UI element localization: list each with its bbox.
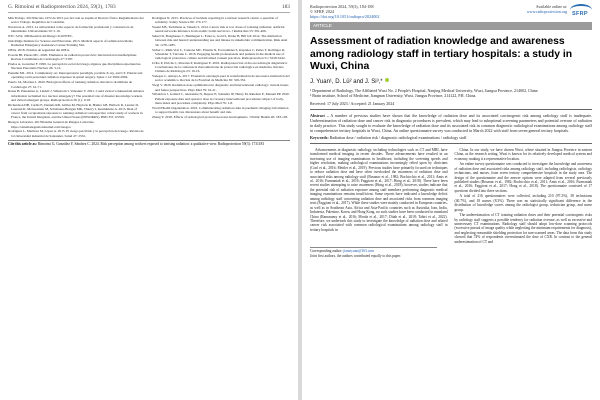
publisher-url[interactable]: www.radioprotection.org bbox=[526, 9, 567, 14]
references-column-2 bbox=[152, 16, 290, 138]
reference-item: Sicher C, Rüdi-Vrel C, Cantone MC, Elternk N, Economides S, Kaprales C, Perko T, Rollinger R, Schneider T, Turcanu C. 2016. Engaging health professionals and patients in the medical use of radiological protection. culture and informed consent practices. Radioprotection 51: S239-S242. bbox=[152, 47, 286, 61]
body-column-1 bbox=[310, 148, 448, 246]
citation-text: Rimoinsi G, González Y, Sánchez C. 2024. Risk perception among workers exposed to ionising radiation: a qualitative view. Radioprotection 59(3): 1731183 bbox=[37, 142, 265, 147]
body-paragraph: A total of 216 questionnaires were collected, including 210 (97.2%), 38 technicians (40.7%), and 18 nurses (8.3%). There was no statistically significant difference in the distribution of knowledge scores among the radiologist group, technician group, and nurse group. bbox=[454, 194, 592, 212]
body-paragraph: The underestimation of CT ionizing radiation doses and their potential carcinogenic risks by radiology staff suggests a possible tendency for radiation overuse, as well as excessive and unnecessary CT examinations. Radiology staff should adopt low-dose scanning protocols (excessive pursuit of image quality while neglecting the minimum requirements for diagnosis), and neglecting reasonable shielding protection for non-scanned areas. The data from this study showed that 74% of respondents overestimated the dose of CXR. In contrast to the general underestimation of CT and bbox=[454, 213, 592, 244]
affiliation-item: ² Brain institute, School of Medicine, Jiangnan University, Wuxi, Jiangsu Province, 214122, P.R. China. bbox=[310, 92, 477, 98]
authors-text: J. Yuan¹, D. Lü² and J. Si³,* bbox=[310, 78, 383, 85]
publisher-available: Available online at: bbox=[535, 4, 567, 9]
article-title: Assessment of radiation knowledge and awareness among radiology staff in tertiary hospitals: a study in Wuxi, China bbox=[310, 36, 573, 73]
references-columns bbox=[8, 16, 290, 138]
body-columns bbox=[310, 148, 592, 246]
reference-item: Richardson DB, Cardis E, Daniels RD, Gillies M, Haylock R, Hamra GB, Hallock R, Laurier D, Leuraud K, Moissonnier M, Schubauer-Berigan MK, Thierry I, Kesminiene A. 2015. Risk of cancer from occupational exposure to ionising radiation: retrospective cohort study of workers in France, the United Kingdom, and the United States (INWORKS). BMJ 351: h5359. bbox=[8, 102, 143, 120]
reference-item: Vanegas C, Amaya A. 2017. Extensión: estrategia para la transformación de una nueva institución del sector académico. Revista de la Facultad de Medicina 65: 329-332. bbox=[152, 74, 290, 83]
affiliation-item: ¹ Department of Radiology, The Affiliated Wuxi No. 2 People's Hospital, Nanjing Medical University, Wuxi, Jiangsu Province, 214002, China bbox=[310, 87, 538, 93]
footnote-label: Corresponding author: bbox=[310, 249, 343, 254]
reference-item: Rauss H, Puusamaa A, Lindell J, Wikstrom I. Valaanne V. 2021. Could virtual volunteerism enhance information reclaimed in a nuclear emergency? The potential role of disaster knowledge workers and virtual emergent groups. Radioprotection 56 (1): 1118. bbox=[8, 89, 145, 102]
footnote-note: Joint first authors, the authors contributed equally to this paper. bbox=[310, 253, 401, 258]
reference-item: Rodriguez L, Martinez M, López A. 2015. El riesgo percibido y la percepción del riesgo. Revista de la Universidad industrial de Santander. Salud 47: 2332. bbox=[8, 129, 144, 138]
publisher-block bbox=[527, 4, 592, 18]
body-paragraph: China. In our study, we have chosen Wuxi, where situated in Jiangsu Province in eastern China, as the research setting. Wuxi is known for its relatively developed medical system and economy, making it a representative location. bbox=[454, 147, 592, 161]
reference-item: World Health Organization. 2016. Communicating radiation risks in paediatric imaging: information to support health care discussions about benefit and risk. bbox=[152, 105, 289, 114]
citation-label: Cite this article as: bbox=[8, 142, 37, 147]
article-dates: Received: 17 July 2023 / Accepted: 21 January 2024 bbox=[310, 100, 395, 106]
publisher-note-block bbox=[527, 4, 567, 14]
affiliations bbox=[310, 88, 592, 98]
reference-item: OEIA. 2018. Normas de seguridad del OIEA. bbox=[8, 48, 70, 53]
reference-item: Puenthe ML. 2014. Commentary on: Interoperatoria paradigm, portable X-ray, and CT. Patient and operating room personnel radiation exposure in spinal surgery. Spine J 14: 2992-2994. bbox=[8, 71, 143, 80]
authors-line bbox=[310, 78, 592, 86]
journal-doi[interactable]: https://doi.org/10.1051/radiopro/2024002 bbox=[310, 14, 380, 19]
divider bbox=[310, 143, 592, 144]
reference-item: Poveda BI, Plazas MC. 2020. Elementos de radiación protección: intervención transdisciplinar. Revista Colombiana de Cardiología 27: S187. bbox=[8, 52, 137, 62]
reference-item: Viegl V. 2020. Radiation dose optimization in diagnostic and interventional radiology: current issues and future perspectives. Phys Med 79: 16-21. bbox=[152, 83, 289, 92]
keywords bbox=[310, 135, 592, 140]
orcid-icon[interactable] bbox=[385, 78, 389, 82]
footnote bbox=[310, 247, 437, 258]
abstract-text: A number of previous studies have shown that the knowledge of radiation dose and its associated carcinogenic risk among radiology staff is inadequate. Underestimation of radiation dose and cancer risk in diagnostic procedures is prevalent, which may lead to suboptimal screening parameters and potential overuse of radiation in daily practice. This study sought to evaluate the knowledge of radiation dose and its associated risk in common diagnostic radiological examinations among radiology staff in comprehensive tertiary hospitals in Wuxi, China. An online questionnaire survey was conducted in March 2022 with staff from seven general tertiary hospitals. bbox=[310, 112, 592, 133]
reference-item: Riesgos Laborales. 2015Sistema General de Riesgos Laborales. https://sistemadegestionlasalud.com/riesgos. bbox=[8, 120, 95, 129]
section-bar: ARTICLE bbox=[310, 22, 592, 30]
left-header-text: G. Rimoinsi et Radioprotection 2024, 59(3), 1783 bbox=[8, 4, 116, 10]
journal-copyright: © SFRP, 2024 bbox=[310, 9, 335, 14]
abstract bbox=[310, 113, 592, 133]
footnote-email[interactable]: jiansiyuan@163.com bbox=[343, 249, 374, 254]
reference-item: Sehert D, Bonghause C, Bemhagen L, Ernst G, Gold S, Röder B, Bill GP. 2014. The distinction between risk and hazard: understanding use and misuse in stakeholder communication. Risk Anal 34: 1270-1285. bbox=[152, 34, 288, 47]
right-page bbox=[302, 0, 600, 400]
reference-item: Prados A, González F. 1999. La percepción social del riesgo algunos que disciplinan experiencias. Nucleus Panorama Nuclear 26: 3-12. bbox=[8, 62, 142, 71]
body-paragraph: Advancements in diagnostic radiology, including technologies such as CT and MRI, have transformed medical imaging in recent decades. These advancements have resulted in an increasing use of imaging examinations in healthcare, including the screening speeds and higher resolution, making radiological examinations increasingly relied upon by clinicians (Cool et al., 2016; Mettler et al., 2019). Previous studies have primarily focused on techniques to reduce radiation dose and have often overlooked the awareness of radiation dose and associated risks among radiology staff (Bosanac et al., 1982; Bochicchio et al., 2011; Amis et al., 2016; Furmaniak et al., 2016; Faggioni et al., 2017; Hong et al., 2018). There have been recent studies attempting to raise awareness (Hong et al., 2018); however, studies indicate that the potential risk of radiation exposure among staff members performing diagnostic medical imaging examinations remains insufficient. Some reports have indicated a knowledge deficit among radiology staff concerning radiation dose and associated risks from common imaging tests (Faggioni et al., 2017). While these studies were mainly conducted in European countries, as well as in Southeast Asia, Africa and Asia-Pacific countries such as Australia, Iran, India, Indonesia, Palestine, Korea, and Hong Kong, no such studies have been conducted in mainland China (Ramasamy et al., 2016; Mroda et al., 2017; Ditah et al., 2018; Tahiri et al., 2022). Therefore, we undertook this study to investigate the knowledge of radiation dose and related cancer risk associated with common radiological examinations among radiology staff in tertiary hospitals in bbox=[310, 147, 448, 232]
left-running-header bbox=[8, 4, 290, 13]
right-header bbox=[310, 4, 592, 19]
citation-box bbox=[8, 140, 290, 146]
journal-name: Radioprotection 2024, 59(3), 184-188 bbox=[310, 4, 374, 9]
reference-item: NTC 5254. 2004Gestión del Riesgo ICONTEC. bbox=[8, 34, 74, 39]
body-column-2 bbox=[455, 148, 593, 246]
reference-item: Rodriguez N. 2015. Practices of incident reporting in a nuclear research centre: a question of solidarity. Safety Science 80: 170-177. bbox=[152, 16, 278, 25]
body-paragraph: An online survey questionnaire was conducted to investigate the knowledge and awareness of radiation dose and associated risks among radiology staff, including radiologists, radiology technicians, and nurses, from seven tertiary comprehensive hospitals in the study area. The design of the questionnaire and the answer options were adapted from several previously published studies (Bosanac et al., 1982; Bochicchio et al., 2011; Amis et al., 2016; Furmaniak et al., 2016; Faggioni et al., 2017; Hong et al., 2018). The questionnaire consisted of 17 questions divided into three sections. bbox=[454, 162, 592, 193]
reference-item: Sasaki MS, Tachibana A, Takeda S. 2014. Cancer risk at low doses of ionizing radiation: artificial neural networks inference from atomic bomb survivors. J Radiat Res 55: 391-406. bbox=[152, 25, 285, 34]
reference-item: Min Trabajo. 2015Decreto 1072 de 2015 por del cual se expide el Decreto Único Reglamentario del sector Trabajo. República de Colombia. bbox=[8, 16, 144, 25]
reference-item: Navarrete A. 2013. La universidad como espacio de formación profesional y constructora de identidades. Universidades 50: 5-16. bbox=[8, 25, 134, 34]
sfrp-logo bbox=[570, 4, 592, 18]
reference-item: Puerto JA, Morales I. 2020. Biological effects of ionising radiation. Revista Colombiana de Cardiología 27: 61-71. bbox=[8, 80, 133, 89]
left-page bbox=[0, 0, 298, 400]
references-column-1 bbox=[8, 16, 146, 138]
keywords-text: Radiation dose / radiation risk / diagnostic radiological examinations / radiology staff bbox=[329, 134, 467, 140]
reference-item: Villalobos J, Gallard C, Alexandre N, Deprez E, Salandre JP, Henry M, Rinehart E, Manuel PP. 2020. Patient exposure data and operator dose in coronary interventional procedures: impact of body-mass index and procedure complexity. Phys Med 76: 1-8. bbox=[152, 92, 290, 105]
keywords-label: Keywords: bbox=[310, 134, 329, 140]
reference-item: Uribe P, Ulrichs C, Morales P, Rodriguez E. 2016. Radioprotección al día en radiología diagnóstica: Conclusiones de la conferencia iberoamericana de protección radiológica en medicina. Revista Chilena de Radiología 23: 19-19. bbox=[152, 60, 288, 74]
abstract-label: Abstract – bbox=[310, 112, 329, 118]
reference-item: Oak Ridge Institute for Science and Education. 2013. Medical aspects of radiation incidents Radiation Emergency Assistance Center/Training Site. bbox=[8, 39, 133, 48]
reference-item: Zhang Y. 2018. Effects of radiological protection-recent developments. J Public Health 40: 183-193. bbox=[152, 114, 289, 119]
journal-meta bbox=[310, 4, 379, 19]
left-page-number: 183 bbox=[281, 4, 290, 10]
sfrp-logo-text: SFRP bbox=[572, 11, 588, 17]
divider bbox=[310, 109, 592, 110]
